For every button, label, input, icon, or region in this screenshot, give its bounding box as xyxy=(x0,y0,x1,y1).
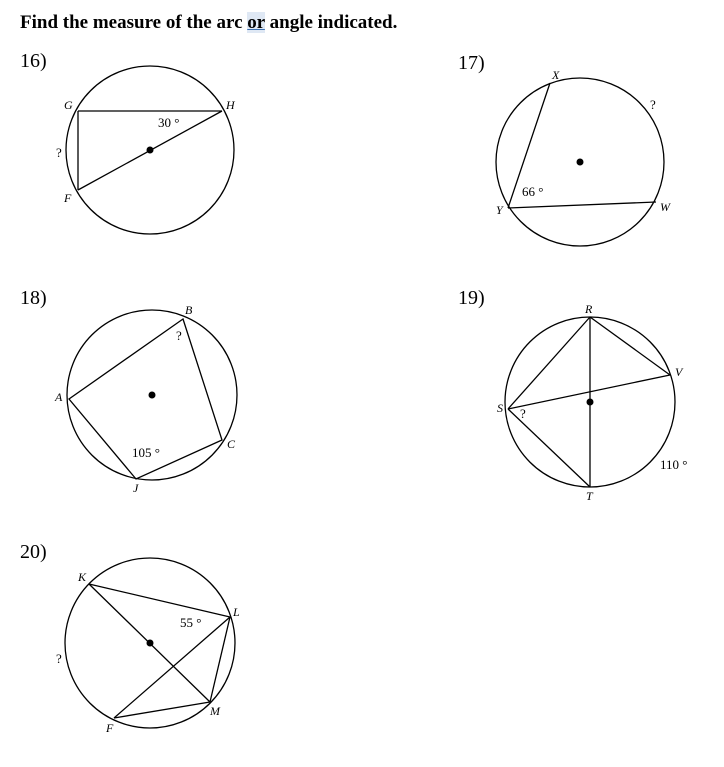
problem-20-chord-lm xyxy=(210,617,230,702)
problem-20-label-f: F xyxy=(106,721,114,735)
problem-20-chord-fm xyxy=(114,702,210,718)
problem-18-unknown-angle: ? xyxy=(176,328,182,343)
problem-20-center-dot xyxy=(147,640,154,647)
title-text-end: angle indicated. xyxy=(264,12,398,33)
problem-17-center-dot xyxy=(577,159,584,166)
problem-17-label-w: W xyxy=(660,200,670,214)
problem-20-label-m: M xyxy=(210,704,220,718)
problem-17-number: 17) xyxy=(458,52,485,74)
problem-19-label-v: V xyxy=(675,365,683,379)
problem-17-label-x: X xyxy=(552,68,560,82)
problem-19-label-s: S xyxy=(497,401,503,415)
problem-18-center-dot xyxy=(149,392,156,399)
problem-16-label-g: G xyxy=(64,98,73,112)
title-highlight-word: or xyxy=(247,12,265,33)
problem-17-given-angle: 66 ° xyxy=(522,184,544,199)
problem-16-center-dot xyxy=(147,147,154,154)
problem-20-label-l: L xyxy=(233,605,240,619)
problem-20-label-k: K xyxy=(78,570,87,584)
problem-16-label-h: H xyxy=(226,98,235,112)
problem-19-chord-rv xyxy=(590,317,670,375)
problem-16-number: 16) xyxy=(20,50,47,72)
problem-16-given-angle: 30 ° xyxy=(158,115,180,130)
problem-16-label-f: F xyxy=(64,191,72,205)
problem-18-label-c: C xyxy=(227,437,236,451)
problem-17-chord-yw xyxy=(508,202,656,208)
problem-19-number: 19) xyxy=(458,287,485,309)
problem-20-chord-kl xyxy=(89,584,230,617)
problem-20-unknown-arc: ? xyxy=(56,651,62,666)
problem-20-number: 20) xyxy=(20,541,47,563)
problem-19-center-dot xyxy=(587,399,594,406)
problem-19-given-arc: 110 ° xyxy=(660,457,688,472)
problem-18-given-arc: 105 ° xyxy=(132,445,160,460)
problem-18-label-b: B xyxy=(185,303,193,317)
problem-20-chord-lf xyxy=(114,617,230,718)
problem-16-unknown-arc: ? xyxy=(56,145,62,160)
problem-19-label-t: T xyxy=(586,489,593,503)
problem-17-label-y: Y xyxy=(496,203,503,217)
problem-18-label-j: J xyxy=(133,481,139,495)
problem-19-unknown-angle: ? xyxy=(520,406,526,421)
problem-19-chord-rs xyxy=(508,317,590,409)
problem-17-unknown-arc: ? xyxy=(650,97,656,112)
problem-18-number: 18) xyxy=(20,287,47,309)
problem-19-label-r: R xyxy=(585,302,593,316)
title-text-start: Find the measure of the arc xyxy=(20,12,248,33)
problem-18-label-a: A xyxy=(55,390,63,404)
problem-20-given-angle: 55 ° xyxy=(180,615,202,630)
